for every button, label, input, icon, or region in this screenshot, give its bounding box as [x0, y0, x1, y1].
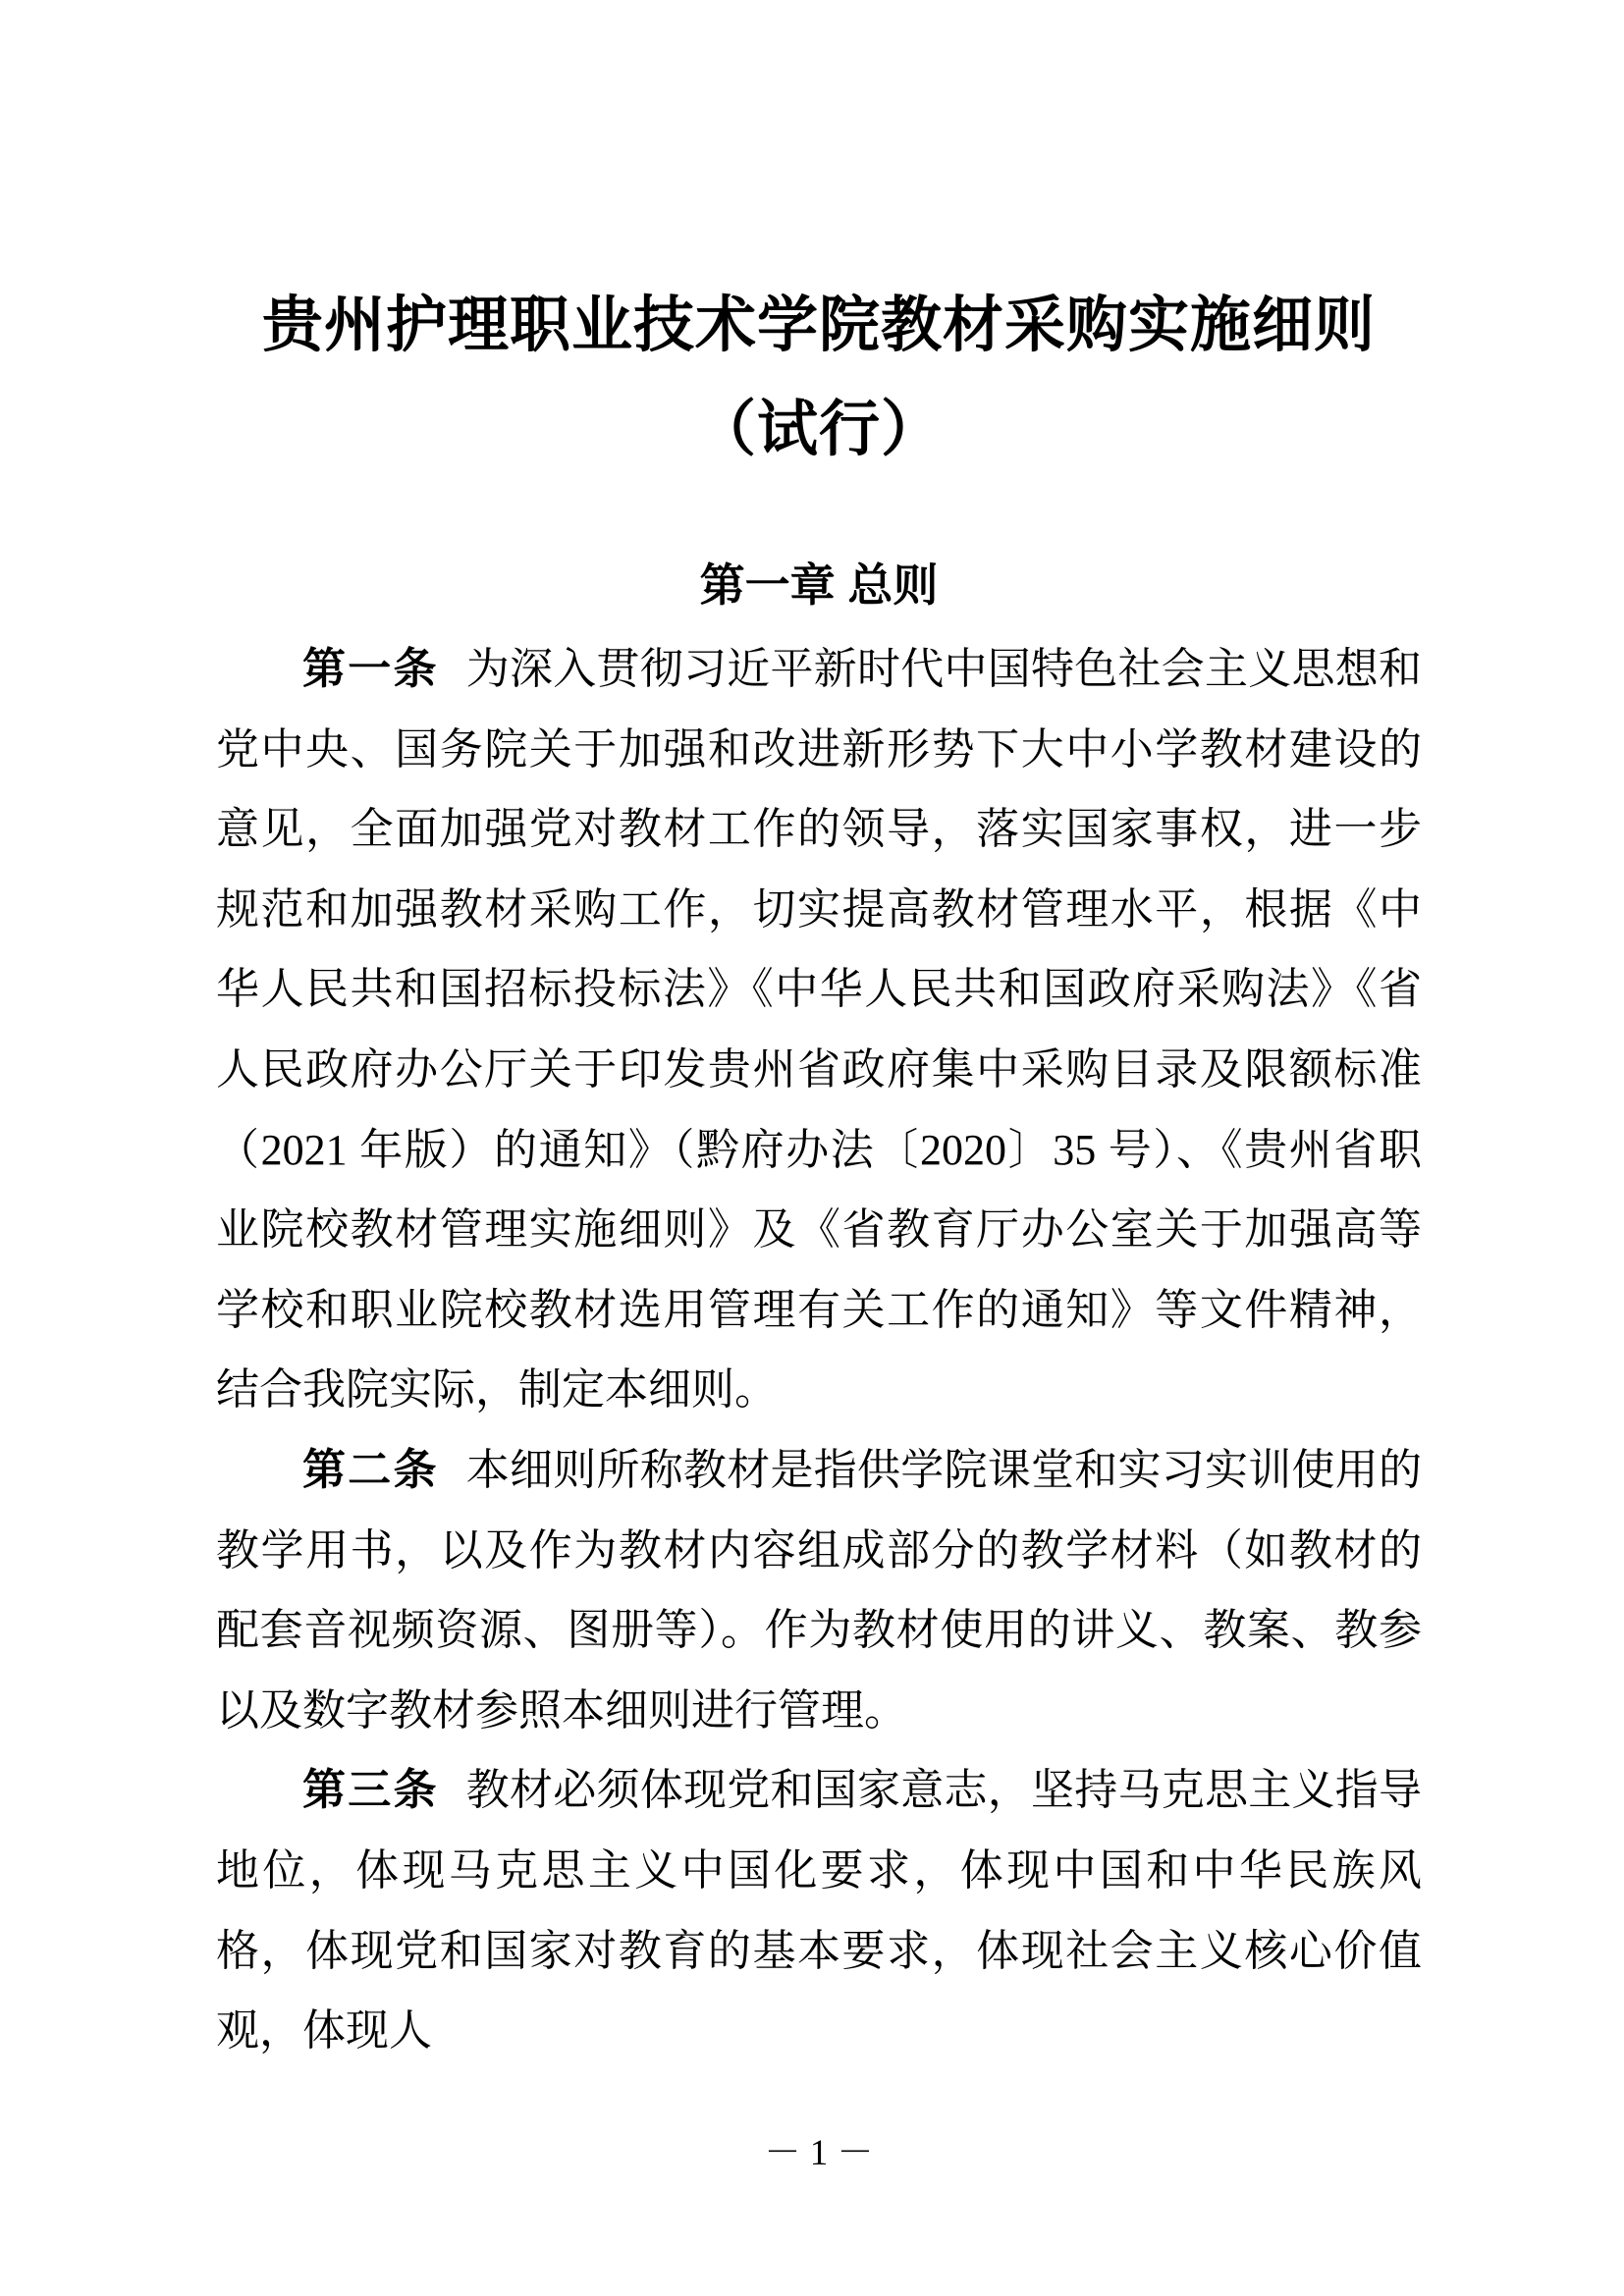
- article-number-label: 第一条: [302, 645, 439, 693]
- document-title-line-1: 贵州护理职业技术学院教材采购实施细则: [261, 293, 1376, 359]
- paragraph-text: 教材必须体现党和国家意志，坚持马克思主义指导地位，体现马克思主义中国化要求，体现中国和中华民族风格，体现党和国家对教育的基本要求，体现社会主义核心价值观，体现人: [216, 1766, 1422, 2056]
- chapter-heading: 第一章 总则: [699, 560, 939, 611]
- paragraph-article-1: [216, 629, 1422, 1430]
- document-title-line-2: （试行）: [694, 397, 943, 463]
- paragraph-text: 为深入贯彻习近平新时代中国特色社会主义思想和党中央、国务院关于加强和改进新形势下大中小学教材建设的意见，全面加强党对教材工作的领导，落实国家事权，进一步规范和加强教材采购工作，切实提高教材管理水平，根据《中华人民共和国招标投标法》《中华人民共和国政府采购法》《省人民政府办公厅关于印发贵州省政府集中采购目录及限额标准（2021 年版）的通知》（黔府办法〔2020〕35 号）、《贵州省职业院校教材管理实施细则》及《省教育厅办公室关于加强高等学校和职业院校教材选用管理有关工作的通知》等文件精神，结合我院实际，制定本细则。: [216, 645, 1422, 1415]
- paragraph-text: 本细则所称教材是指供学院课堂和实习实训使用的教学用书，以及作为教材内容组成部分的教学材料（如教材的配套音视频资源、图册等）。作为教材使用的讲义、教案、教参以及数字教材参照本细则进行管理。: [216, 1445, 1422, 1735]
- document-body: [216, 629, 1422, 2071]
- article-number-label: 第三条: [302, 1766, 439, 1815]
- paragraph-article-2: [216, 1430, 1422, 1750]
- paragraph-article-3: [216, 1750, 1422, 2070]
- article-number-label: 第二条: [302, 1445, 439, 1494]
- page-number-footer: － 1 －: [764, 2133, 874, 2173]
